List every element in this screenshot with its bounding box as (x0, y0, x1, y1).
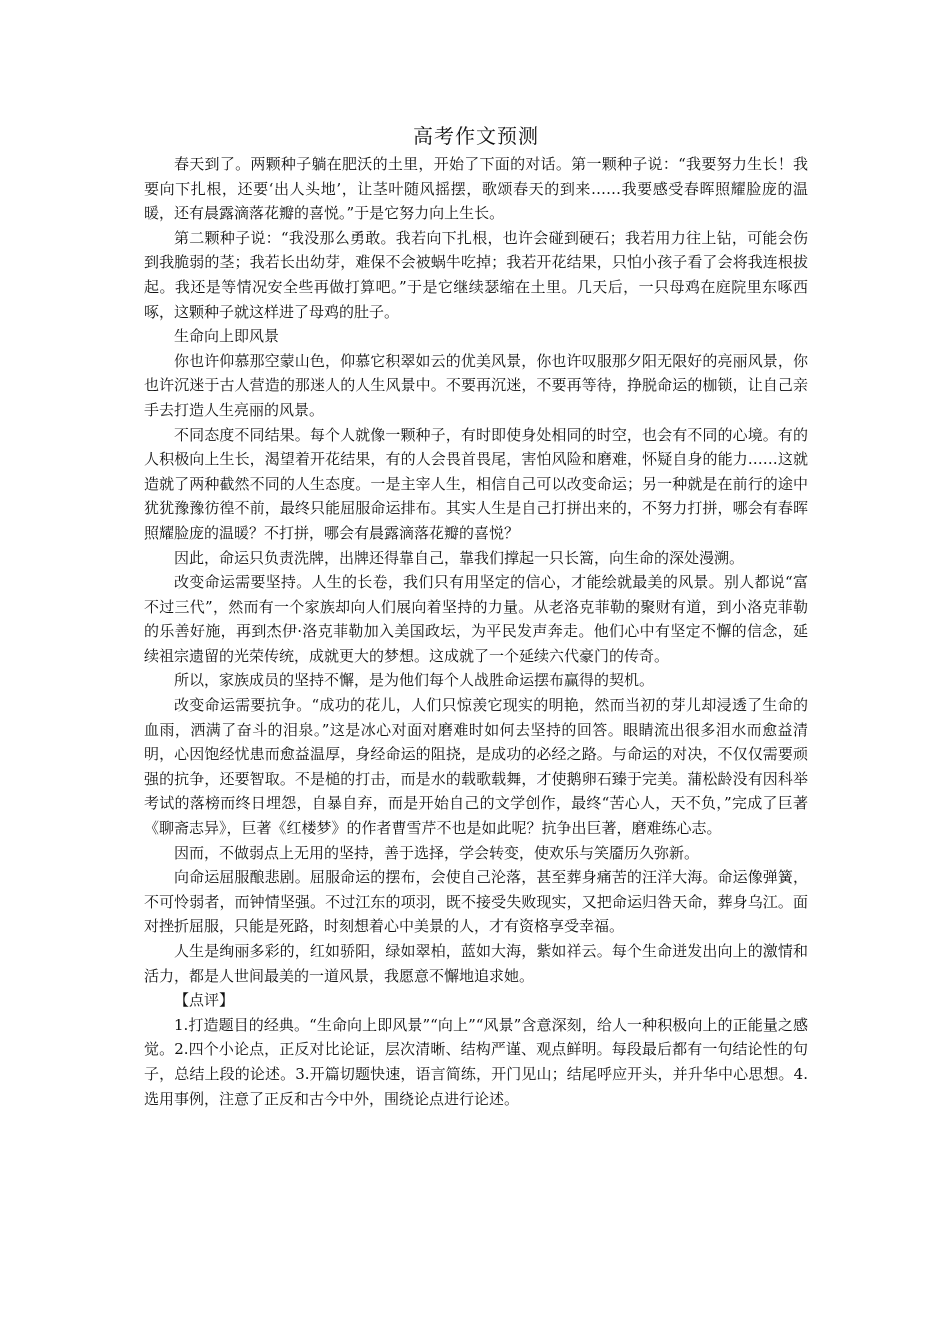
document-title: 高考作文预测 (413, 124, 539, 148)
paragraph-10: 因而，不做弱点上无用的坚持，善于选择，学会转变，使欢乐与笑靥历久弥新。 (174, 843, 700, 862)
paragraph-8: 所以，家族成员的坚持不懈，是为他们每个人战胜命运摆布赢得的契机。 (174, 671, 655, 690)
paragraph-4: 你也许仰慕那空蒙山色，仰慕它积翠如云的优美风景，你也许叹服那夕阳无限好的亮丽风景，你也许沉迷于古人营造的那迷人的人生风景中。不要再沉迷，不要再等待，挣脱命运的枷锁，让自己亲手去打造人生亮丽的风景。 (144, 351, 808, 419)
paragraph-2: 第二颗种子说：“我没那么勇敢。我若向下扎根，也许会碰到硬石；我若用力往上钻，可能会伤到我脆弱的茎；我若长出幼芽，难保不会被蜗牛吃掉；我若开花结果，只怕小孩子看了会将我连根拔起。我还是等情况安全些再做打算吧。”于是它继续瑟缩在土里。几天后，一只母鸡在庭院里东啄西啄，这颗种子就这样进了母鸡的肚子。 (144, 228, 808, 321)
document-page (144, 122, 808, 1111)
paragraph-9: 改变命运需要抗争。“成功的花儿，人们只惊羡它现实的明艳，然而当初的芽儿却浸透了生命的血雨，洒满了奋斗的泪泉。”这是冰心对面对磨难时如何去坚持的回答。眼睛流出很多泪水而愈益清明，心因饱经忧患而愈益温厚，身经命运的阻挠，是成功的必经之路。与命运的对决，不仅仅需要顽强的抗争，还要智取。不是槌的打击，而是水的载歌载舞，才使鹅卵石臻于完美。蒲松龄没有因科举考试的落榜而终日埋怨，自暴自弃，而是开始自己的文学创作，最终“苦心人，天不负，”完成了巨著《聊斋志异》，巨著《红楼梦》的作者曹雪芹不也是如此呢？抗争出巨著，磨难练心志。 (144, 696, 808, 838)
comment-body: 1.打造题目的经典。“生命向上即风景”“向上”“风景”含意深刻，给人一种积极向上的正能量之感觉。2.四个小论点，正反对比论证，层次清晰、结构严谨、观点鲜明。每段最后都有一句结论性的句子，总结上段的论述。3.开篇切题快速，语言简练，开门见山；结尾呼应开头，并升华中心思想。4.选用事例，注意了正反和古今中外，围绕论点进行论述。 (144, 1015, 808, 1108)
paragraph-6: 因此，命运只负责洗牌，出牌还得靠自己，靠我们撑起一只长篙，向生命的深处漫溯。 (174, 548, 745, 567)
paragraph-7: 改变命运需要坚持。人生的长卷，我们只有用坚定的信心，才能绘就最美的风景。别人都说“富不过三代”，然而有一个家族却向人们展向着坚持的力量。从老洛克菲勒的聚财有道，到小洛克菲勒的乐善好施，再到杰伊·洛克菲勒加入美国政坛，为平民发声奔走。他们心中有坚定不懈的信念，延续祖宗遗留的光荣传统，成就更大的梦想。这成就了一个延续六代豪门的传奇。 (144, 573, 808, 665)
paragraph-12: 人生是绚丽多彩的，红如骄阳，绿如翠柏，蓝如大海，紫如祥云。每个生命迸发出向上的激情和活力，都是人世间最美的一道风景，我愿意不懈地追求她。 (144, 942, 808, 985)
paragraph-11: 向命运屈服酿悲剧。屈服命运的摆布，会使自己沦落，甚至葬身痛苦的汪洋大海。命运像弹簧，不可怜弱者，而钟情坚强。不过江东的项羽，既不接受失败现实，又把命运归咎天命，葬身乌江。面对挫折屈服，只能是死路，时刻想着心中美景的人，才有资格享受幸福。 (144, 868, 808, 936)
comment-heading: 【点评】 (174, 991, 235, 1010)
paragraph-1: 春天到了。两颗种子躺在肥沃的土里，开始了下面的对话。第一颗种子说：“我要努力生长！我要向下扎根，还要‘出人头地’，让茎叶随风摇摆，歌颂春天的到来……我要感受春晖照耀脸庞的温暖，还有晨露滴落花瓣的喜悦。”于是它努力向上生长。 (144, 155, 808, 223)
paragraph-5: 不同态度不同结果。每个人就像一颗种子，有时即使身处相同的时空，也会有不同的心境。有的人积极向上生长，渴望着开花结果，有的人会畏首畏尾，害怕风险和磨难，怀疑自身的能力……这就造就了两种截然不同的人生态度。一是主宰人生，相信自己可以改变命运；另一种就是在前行的途中犹犹豫豫彷徨不前，最终只能屈服命运排布。其实人生是自己打拼出来的，不努力打拼，哪会有春晖照耀脸庞的温暖？不打拼，哪会有晨露滴落花瓣的喜悦？ (144, 425, 808, 542)
essay-subtitle: 生命向上即风景 (174, 327, 280, 346)
